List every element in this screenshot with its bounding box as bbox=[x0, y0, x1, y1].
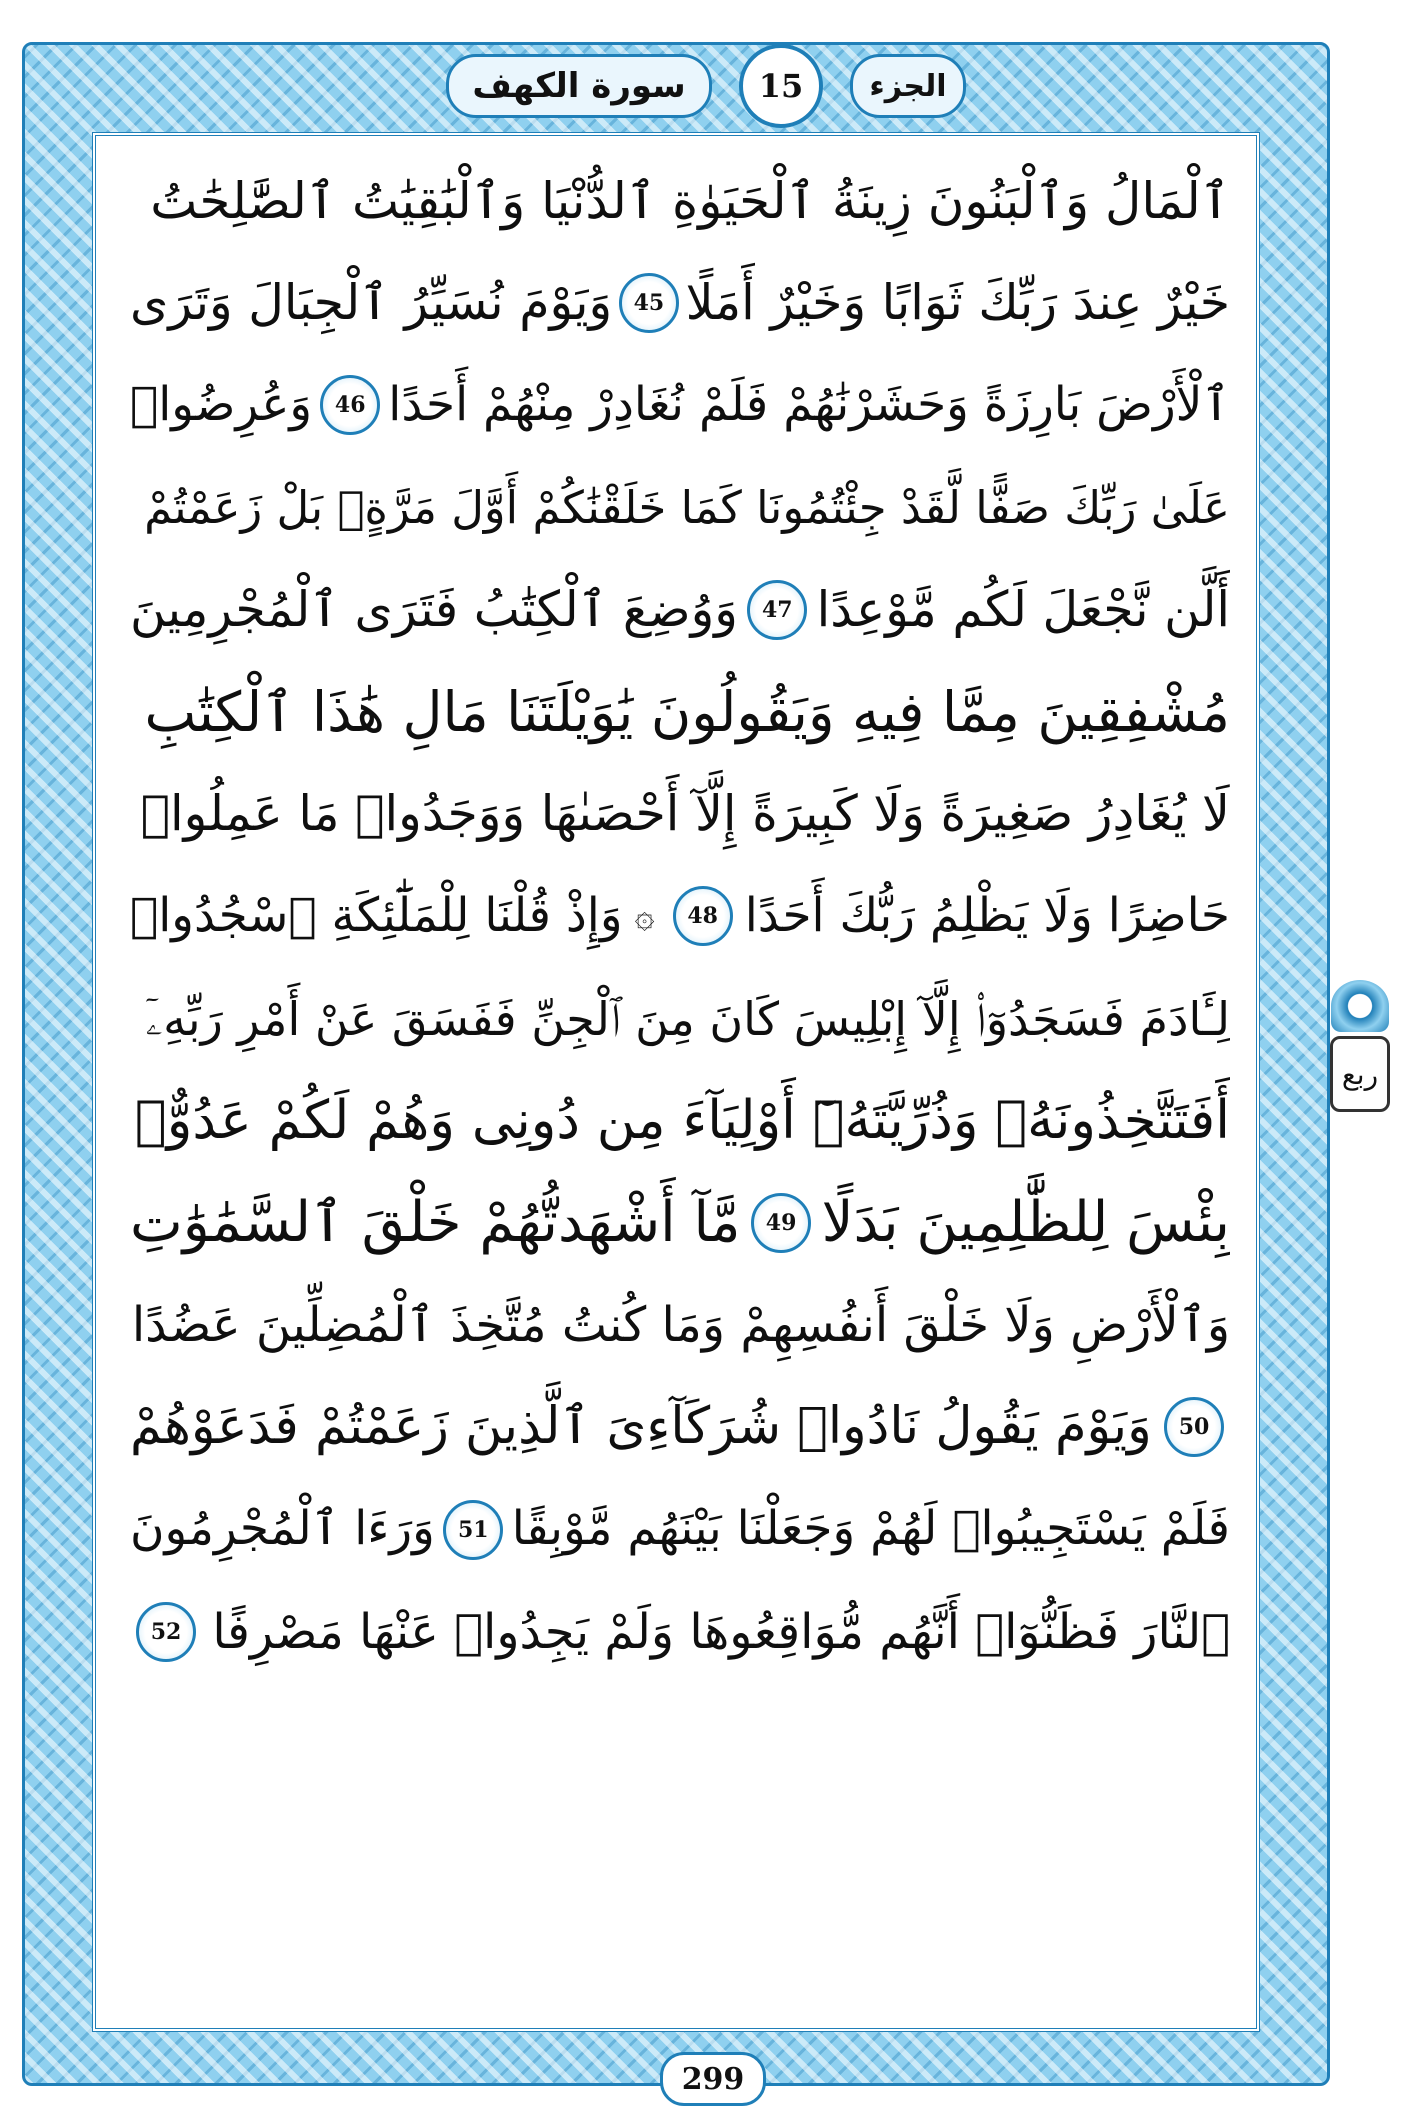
verse-text: وَوُضِعَ ٱلْكِتَٰبُ فَتَرَى ٱلْمُجْرِمِينَ bbox=[130, 580, 738, 638]
verse-text: أَفَتَتَّخِذُونَهُۥ وَذُرِّيَّتَهُۥٓ أَوْلِيَآءَ مِن دُونِى وَهُمْ لَكُمْ عَدُوٌّۢ bbox=[134, 1089, 1230, 1151]
juz-number-badge: 15 bbox=[739, 44, 823, 128]
quran-text bbox=[130, 150, 1230, 1990]
verse-text: خَيْرٌ عِندَ رَبِّكَ ثَوَابًا وَخَيْرٌ أَمَلًا bbox=[685, 274, 1230, 332]
text-line bbox=[130, 1478, 1230, 1580]
text-line bbox=[130, 661, 1230, 763]
ayah-number-marker: 47 bbox=[747, 580, 807, 640]
ayah-number-marker: 48 bbox=[673, 886, 733, 946]
verse-text: أَلَّن نَّجْعَلَ لَكُم مَّوْعِدًا bbox=[816, 580, 1230, 638]
verse-text: ٱلْأَرْضَ بَارِزَةً وَحَشَرْنَٰهُمْ فَلَمْ نُغَادِرْ مِنْهُمْ أَحَدًا bbox=[388, 377, 1230, 433]
text-line bbox=[130, 763, 1230, 865]
text-line bbox=[130, 150, 1230, 252]
ayah-number-marker: 46 bbox=[320, 375, 380, 435]
verse-text: حَاضِرًا وَلَا يَظْلِمُ رَبُّكَ أَحَدًا bbox=[744, 888, 1230, 944]
rub-marker bbox=[1326, 980, 1394, 1130]
verse-text: لَا يُغَادِرُ صَغِيرَةً وَلَا كَبِيرَةً إِلَّآ أَحْصَىٰهَا وَوَجَدُوا۟ مَا عَمِلُوا۟ bbox=[140, 785, 1230, 843]
juz-label: الجزء bbox=[850, 54, 966, 118]
text-line bbox=[130, 1070, 1230, 1172]
rub-label: ربع bbox=[1330, 1036, 1390, 1112]
verse-text: وَعُرِضُوا۟ bbox=[130, 377, 313, 433]
verse-text: وَٱلْأَرْضِ وَلَا خَلْقَ أَنفُسِهِمْ وَمَا كُنتُ مُتَّخِذَ ٱلْمُضِلِّينَ عَضُدًا bbox=[131, 1297, 1230, 1354]
verse-text: مُشْفِقِينَ مِمَّا فِيهِ وَيَقُولُونَ يَٰوَيْلَتَنَا مَالِ هَٰذَا ٱلْكِتَٰبِ bbox=[144, 679, 1230, 744]
verse-text: ٱلْمَالُ وَٱلْبَنُونَ زِينَةُ ٱلْحَيَوٰةِ ٱلدُّنْيَا وَٱلْبَٰقِيَٰتُ ٱلصَّٰلِحَٰتُ bbox=[150, 172, 1230, 230]
text-line bbox=[130, 968, 1230, 1070]
text-line bbox=[130, 252, 1230, 354]
verse-text: ٱلنَّارَ فَظَنُّوٓا۟ أَنَّهُم مُّوَاقِعُوهَا وَلَمْ يَجِدُوا۟ عَنْهَا مَصْرِفًا bbox=[212, 1603, 1230, 1660]
verse-text: وَرَءَا ٱلْمُجْرِمُونَ bbox=[130, 1501, 435, 1557]
ayah-number-marker: 51 bbox=[443, 1500, 503, 1560]
ayah-number-marker: 52 bbox=[136, 1602, 196, 1662]
verse-text: وَإِذْ قُلْنَا لِلْمَلَٰٓئِكَةِ ٱسْجُدُوا۟ bbox=[130, 888, 623, 944]
text-line bbox=[130, 1274, 1230, 1376]
rub-ornament-icon bbox=[1331, 980, 1389, 1032]
text-line bbox=[130, 354, 1230, 456]
text-line bbox=[130, 1376, 1230, 1478]
verse-text: عَلَىٰ رَبِّكَ صَفًّا لَّقَدْ جِئْتُمُونَا كَمَا خَلَقْنَٰكُمْ أَوَّلَ مَرَّةٍۭ بَلْ زَعَمْتُمْ bbox=[144, 480, 1230, 534]
text-line bbox=[130, 1581, 1230, 1683]
verse-text: وَيَوْمَ يَقُولُ نَادُوا۟ شُرَكَآءِىَ ٱلَّذِينَ زَعَمْتُمْ فَدَعَوْهُمْ bbox=[130, 1397, 1152, 1457]
verse-text: فَلَمْ يَسْتَجِيبُوا۟ لَهُمْ وَجَعَلْنَا بَيْنَهُم مَّوْبِقًا bbox=[511, 1501, 1230, 1557]
page-header bbox=[446, 44, 966, 128]
verse-text: مَّآ أَشْهَدتُّهُمْ خَلْقَ ٱلسَّمَٰوَٰتِ bbox=[130, 1189, 741, 1255]
text-line bbox=[130, 457, 1230, 559]
text-line bbox=[130, 865, 1230, 967]
text-line bbox=[130, 1172, 1230, 1274]
text-line bbox=[130, 559, 1230, 661]
verse-text: بِئْسَ لِلظَّٰلِمِينَ بَدَلًا bbox=[821, 1189, 1230, 1255]
verse-text: وَيَوْمَ نُسَيِّرُ ٱلْجِبَالَ وَتَرَى bbox=[130, 274, 613, 332]
ayah-number-marker: 50 bbox=[1164, 1397, 1224, 1457]
ayah-number-marker: 49 bbox=[751, 1193, 811, 1253]
surah-name: سورة الكهف bbox=[446, 54, 712, 118]
verse-text: لِـَٔادَمَ فَسَجَدُوٓا۟ إِلَّآ إِبْلِيسَ كَانَ مِنَ ٱلْجِنِّ فَفَسَقَ عَنْ أَمْرِ رَبِّهِۦٓ bbox=[145, 991, 1230, 1046]
page-number: 299 bbox=[660, 2052, 766, 2106]
ayah-number-marker: 45 bbox=[619, 273, 679, 333]
hizb-star-icon: ۞ bbox=[634, 896, 655, 937]
